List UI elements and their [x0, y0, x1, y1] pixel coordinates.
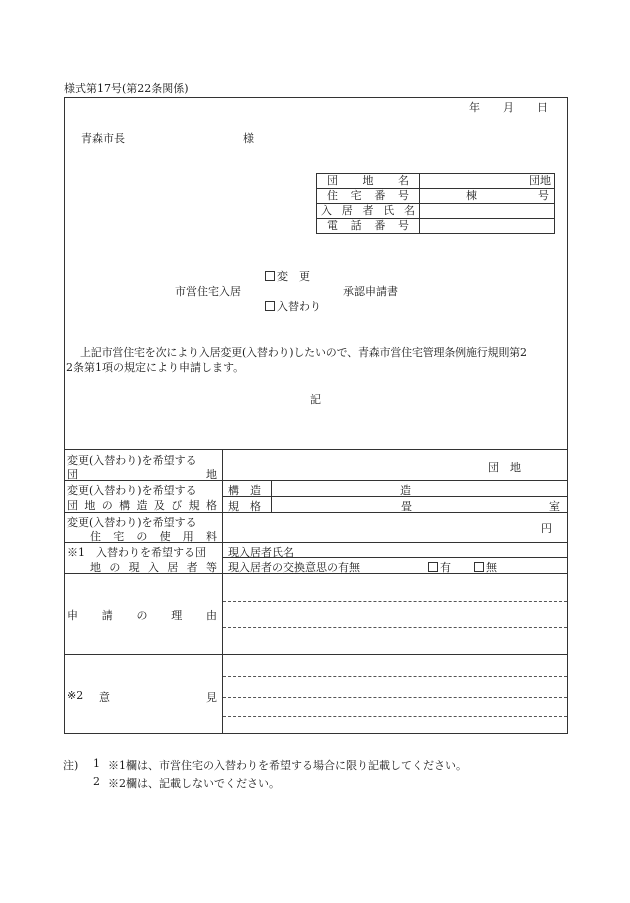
notes-prefix: 注) [63, 759, 79, 772]
checkbox-icon [265, 301, 275, 311]
r2-kikaku-label: 規 格 [228, 500, 261, 513]
reason-char-5: 由 [206, 609, 217, 622]
to-unit: 棟 [466, 189, 477, 202]
checkbox-icon [474, 562, 484, 572]
title-option-change[interactable] [265, 268, 310, 284]
jutaku-bango-label: 住宅番号 [317, 189, 420, 204]
r1-value[interactable]: 団 地 [488, 461, 521, 474]
r4-intent-label: 現入居者の交換意思の有無 [228, 561, 360, 574]
r1-label-2-a: 団 [67, 468, 78, 481]
r1-label-1: 変更(入替わり)を希望する [67, 454, 197, 467]
r2-room-unit: 室 [549, 500, 560, 513]
opinion-char-1: 意 [99, 691, 110, 704]
opinion-line-2 [223, 697, 567, 698]
date-month: 月 [503, 101, 514, 114]
r3-label-1: 変更(入替わり)を希望する [67, 516, 197, 529]
reason-char-3: の [136, 609, 148, 622]
jutaku-bango-value[interactable] [420, 189, 555, 204]
reason-char-2: 請 [101, 609, 113, 622]
r1-label-2 [67, 466, 217, 482]
r1-label-2-b: 地 [206, 468, 217, 481]
note-1: ※1欄は、市営住宅の入替わりを希望する場合に限り記載してください。 [108, 759, 467, 772]
r3-label-2: 住宅の使用料 [90, 530, 217, 543]
danchi-label: 団地名 [317, 174, 420, 189]
checkbox-icon [428, 562, 438, 572]
nyukyosha-value[interactable] [420, 204, 555, 219]
r2-kouzou-label: 構 造 [228, 484, 261, 497]
r2-tatami-unit: 畳 [401, 500, 412, 513]
table-top-line [64, 449, 568, 450]
opinion-line-1 [223, 676, 567, 677]
title-right: 承認申請書 [343, 285, 398, 298]
reason-char-4: 理 [171, 609, 183, 622]
r4-no-label: 無 [486, 561, 497, 574]
row-nyukyosha [317, 204, 555, 219]
option-change-label: 変 更 [277, 270, 310, 283]
checkbox-icon [265, 271, 275, 281]
honorific: 様 [243, 132, 254, 145]
opinion-mark: ※2 [67, 689, 84, 702]
reason-label [67, 607, 217, 623]
opinion-label [99, 689, 217, 705]
title-left: 市営住宅入居 [175, 285, 241, 298]
r4-yes-label: 有 [440, 561, 451, 574]
nyukyosha-label: 入居者氏名 [317, 204, 420, 219]
r4-yes-option[interactable] [428, 559, 451, 575]
ki-label: 記 [310, 393, 321, 406]
body-line-1: 上記市営住宅を次により入居変更(入替わり)したいので、青森市営住宅管理条例施行規則第2 [80, 346, 527, 359]
form-number: 様式第17号(第22条関係) [64, 82, 189, 95]
option-swap-label: 入替わり [277, 300, 321, 313]
row-jutaku-bango [317, 189, 555, 204]
r4-label-2: 地の現入居者等 [90, 561, 217, 574]
row-denwa [317, 219, 555, 234]
r4-name-label: 現入居者氏名 [228, 546, 294, 559]
addressee: 青森市長 [81, 132, 125, 145]
denwa-value[interactable] [420, 219, 555, 234]
row2-subdivider [271, 480, 272, 512]
opinion-line-3 [223, 716, 567, 717]
note-2: ※2欄は、記載しないでください。 [108, 777, 280, 790]
r2-kouzou-unit: 造 [400, 484, 411, 497]
opinion-char-2: 見 [206, 691, 217, 704]
reason-line-2 [223, 627, 567, 628]
note-1-number: 1 [93, 757, 100, 770]
note-2-number: 2 [93, 775, 100, 788]
date-day: 日 [537, 101, 548, 114]
danchi-value[interactable]: 団地 [420, 174, 555, 189]
r4-no-option[interactable] [474, 559, 497, 575]
r4-label-1: ※1 入替わりを希望する団 [67, 546, 206, 559]
row5-bottom [64, 654, 568, 655]
go-unit: 号 [538, 189, 549, 202]
applicant-info-table [316, 173, 555, 234]
r2-label-2: 団地の構造及び規格 [67, 499, 217, 512]
row-danchi [317, 174, 555, 189]
reason-line-1 [223, 601, 567, 602]
body-line-2: 2条第1項の規定により申請します。 [66, 361, 245, 374]
r2-label-1: 変更(入替わり)を希望する [67, 484, 197, 497]
title-option-swap[interactable] [265, 298, 321, 314]
reason-char-1: 申 [67, 609, 78, 622]
label-col-divider [222, 449, 223, 734]
r3-unit: 円 [541, 522, 552, 535]
row2-mid [222, 496, 568, 497]
date-year: 年 [469, 101, 480, 114]
denwa-label: 電話番号 [317, 219, 420, 234]
